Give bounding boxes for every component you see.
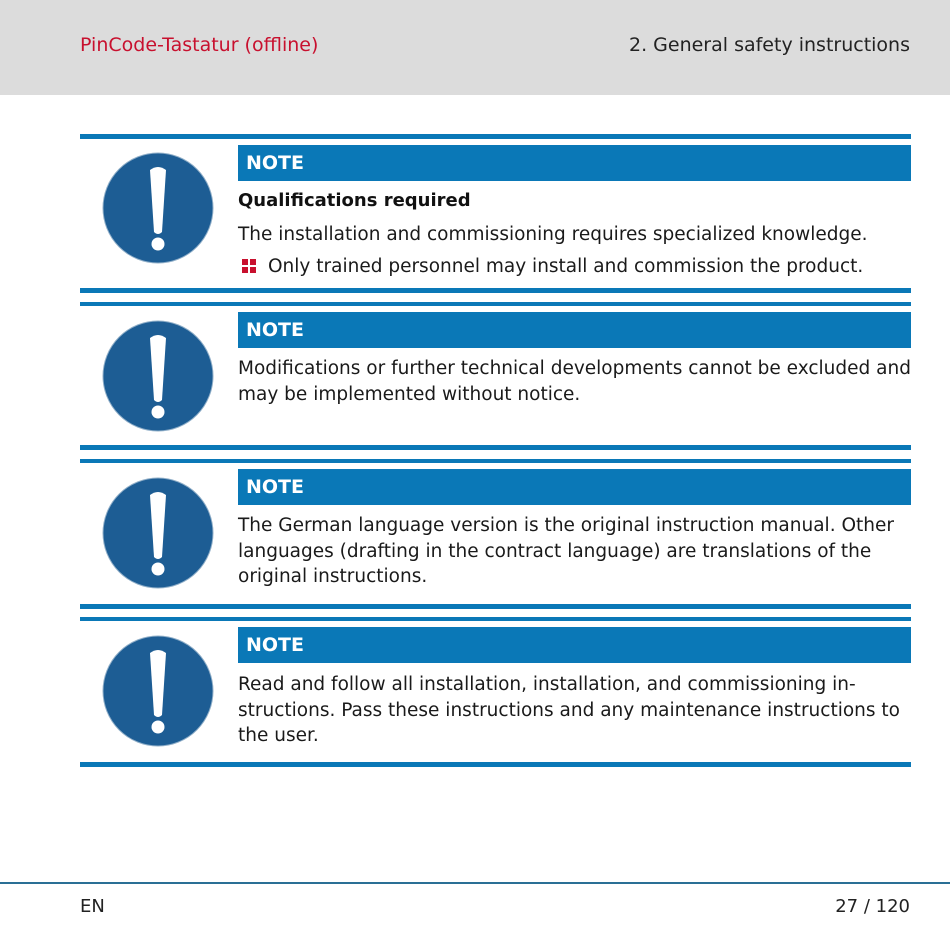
note-text: The German language version is the original instruction manual. Other languages (drafting in the contract language) are translations of the original instructions. — [238, 515, 894, 587]
note-bottom-rule — [80, 762, 911, 767]
note-text: The installation and commissioning requires specialized knowledge. — [238, 224, 868, 245]
footer-page-number: 27 / 120 — [835, 896, 910, 917]
product-name: PinCode-Tastatur (offline) — [80, 34, 319, 56]
note-text: Modifications or further technical developments cannot be excluded and may be implemented without notice. — [238, 358, 911, 405]
red-square-bullet-icon — [242, 259, 256, 273]
note-block-3 — [80, 459, 911, 611]
mandatory-exclamation-icon — [102, 320, 214, 432]
note-block-4 — [80, 617, 911, 769]
note-bottom-rule — [80, 445, 911, 450]
mandatory-exclamation-icon — [102, 477, 214, 589]
footer-language: EN — [80, 896, 105, 917]
note-banner: NOTE — [238, 469, 911, 505]
page-header — [0, 0, 950, 95]
note-bottom-rule — [80, 604, 911, 609]
note-bullet-item — [238, 254, 911, 279]
mandatory-exclamation-icon — [102, 635, 214, 747]
note-banner: NOTE — [238, 145, 911, 181]
note-title: Qualifications required — [238, 190, 471, 211]
note-top-rule — [80, 459, 911, 463]
note-top-rule — [80, 302, 911, 306]
section-title: 2. General safety instructions — [628, 34, 910, 56]
note-banner: NOTE — [238, 627, 911, 663]
note-block-1 — [80, 134, 911, 294]
footer-divider — [0, 882, 950, 884]
note-top-rule — [80, 617, 911, 621]
note-text: Read and follow all installation, installation, and commissioning in-structions. Pass these instructions and any maintenance instructions to the user. — [238, 674, 900, 746]
note-bullet-text: Only trained personnel may install and commission the product. — [268, 256, 864, 277]
mandatory-exclamation-icon — [102, 152, 214, 264]
note-bottom-rule — [80, 288, 911, 293]
note-top-rule — [80, 134, 911, 139]
note-block-2 — [80, 302, 911, 452]
note-banner: NOTE — [238, 312, 911, 348]
